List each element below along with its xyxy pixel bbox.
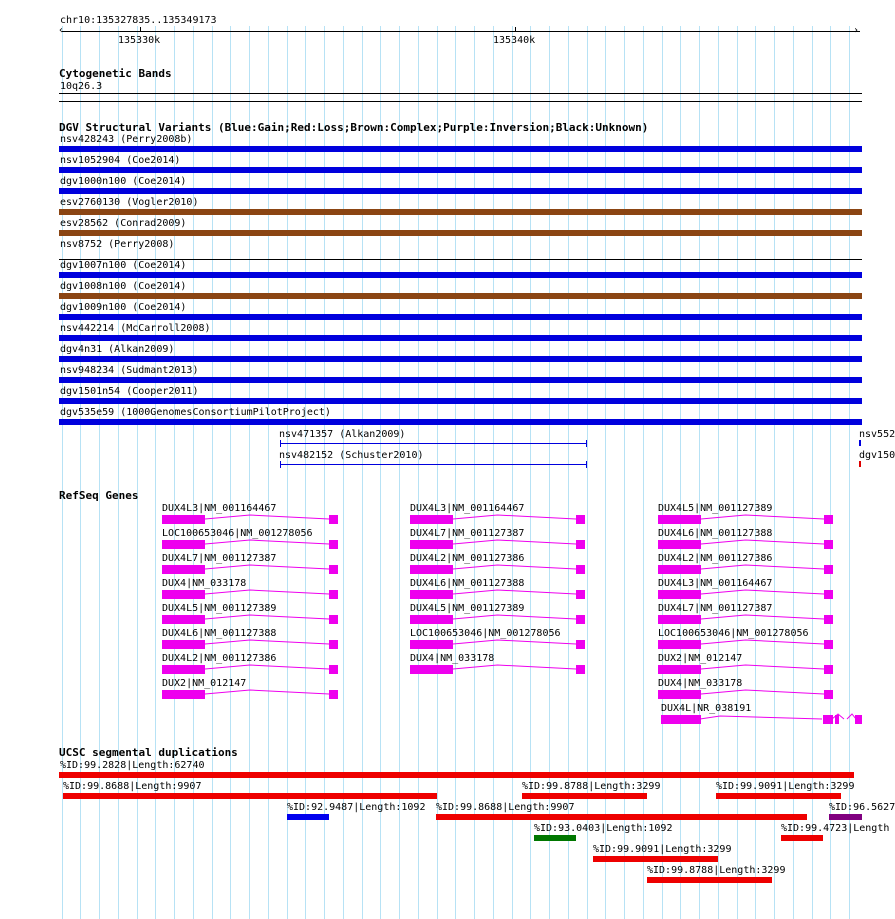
- variant-label: dgv1009n100 (Coe2014): [60, 302, 187, 313]
- segdup-label: %ID:92.9487|Length:1092: [287, 802, 426, 813]
- segdup-bar[interactable]: [59, 772, 854, 778]
- gene-label: DUX4L6|NM_001127388: [658, 528, 773, 539]
- segdup-label: %ID:99.8688|Length:9907: [63, 781, 202, 792]
- gene-label: DUX4L3|NM_001164467: [410, 503, 525, 514]
- segdup-label: %ID:99.8788|Length:3299: [647, 865, 786, 876]
- arrow-left-icon: ‹: [58, 25, 65, 36]
- gene-label: DUX2|NM_012147: [658, 653, 743, 664]
- gene-label: LOC100653046|NM_001278056: [658, 628, 809, 639]
- gene-label: DUX4L2|NM_001127386: [162, 653, 277, 664]
- gene-exon[interactable]: [823, 715, 833, 724]
- gene-label: DUX4|NM_033178: [410, 653, 495, 664]
- arrow-right-icon: ›: [853, 25, 860, 36]
- variant-label: esv28562 (Conrad2009): [60, 218, 187, 229]
- gene-label: DUX2|NM_012147: [162, 678, 247, 689]
- gene-label: LOC100653046|NM_001278056: [162, 528, 313, 539]
- segdup-bar[interactable]: [436, 814, 807, 820]
- variant-label: dgv1501n54 (Cooper2011): [60, 386, 199, 397]
- segdup-bar[interactable]: [829, 814, 862, 820]
- variant-label: nsv471357 (Alkan2009): [279, 429, 406, 440]
- segdup-label: %ID:99.8788|Length:3299: [522, 781, 661, 792]
- segdup-label: %ID:99.8688|Length:9907: [436, 802, 575, 813]
- segdup-label: %ID:99.4723|Length: [781, 823, 890, 834]
- track-title: Cytogenetic Bands: [59, 67, 172, 80]
- variant-label: dgv150: [859, 450, 895, 461]
- gene-exon[interactable]: [661, 715, 701, 724]
- segdup-bar[interactable]: [647, 877, 772, 883]
- segdup-label: %ID:99.9091|Length:3299: [716, 781, 855, 792]
- segdup-bar[interactable]: [534, 835, 576, 841]
- segdup-bar[interactable]: [287, 814, 329, 820]
- gene-label: LOC100653046|NM_001278056: [410, 628, 561, 639]
- track-title: RefSeq Genes: [59, 489, 139, 502]
- ruler-tick-label: 135330k: [118, 35, 161, 46]
- gene-label: DUX4L5|NM_001127389: [410, 603, 525, 614]
- segdup-bar[interactable]: [716, 793, 841, 799]
- gene-label: DUX4|NM_033178: [658, 678, 743, 689]
- variant-label: dgv535e59 (1000GenomesConsortiumPilotProject): [60, 407, 331, 418]
- variant-label: dgv1007n100 (Coe2014): [60, 260, 187, 271]
- variant-label: dgv1000n100 (Coe2014): [60, 176, 187, 187]
- gene-label: DUX4L|NR_038191: [661, 703, 752, 714]
- gene-label: DUX4L6|NM_001127388: [410, 578, 525, 589]
- gene-label: DUX4|NM_033178: [162, 578, 247, 589]
- band-label: 10q26.3: [60, 81, 103, 92]
- segdup-bar[interactable]: [781, 835, 823, 841]
- gene-label: DUX4L7|NM_001127387: [162, 553, 277, 564]
- variant-label: nsv1052904 (Coe2014): [60, 155, 181, 166]
- variant-label: dgv1008n100 (Coe2014): [60, 281, 187, 292]
- gene-label: DUX4L3|NM_001164467: [658, 578, 773, 589]
- gene-label: DUX4L7|NM_001127387: [658, 603, 773, 614]
- gene-intron: [700, 716, 822, 719]
- track-title: UCSC segmental duplications: [59, 746, 238, 759]
- variant-label: dgv4n31 (Alkan2009): [60, 344, 175, 355]
- variant-label: nsv8752 (Perry2008): [60, 239, 175, 250]
- gene-label: DUX4L2|NM_001127386: [410, 553, 525, 564]
- segdup-label: %ID:96.5627: [829, 802, 895, 813]
- segdup-bar[interactable]: [593, 856, 718, 862]
- segdup-label: %ID:99.2828|Length:62740: [60, 760, 205, 771]
- segdup-label: %ID:93.0403|Length:1092: [534, 823, 673, 834]
- variant-label: esv2760130 (Vogler2010): [60, 197, 199, 208]
- variant-label: nsv552: [859, 429, 895, 440]
- track-title: DGV Structural Variants (Blue:Gain;Red:Loss;Brown:Complex;Purple:Inversion;Black:Unknown): [59, 121, 649, 134]
- gene-exon[interactable]: [835, 715, 839, 724]
- gene-exon[interactable]: [855, 715, 862, 724]
- variant-label: nsv428243 (Perry2008b): [60, 134, 193, 145]
- variant-label: nsv442214 (McCarroll2008): [60, 323, 211, 334]
- variant-label: nsv482152 (Schuster2010): [279, 450, 424, 461]
- segdup-label: %ID:99.9091|Length:3299: [593, 844, 732, 855]
- gene-label: DUX4L5|NM_001127389: [658, 503, 773, 514]
- gene-label: DUX4L3|NM_001164467: [162, 503, 277, 514]
- segdup-bar[interactable]: [63, 793, 437, 799]
- gene-label: DUX4L6|NM_001127388: [162, 628, 277, 639]
- gene-label: DUX4L7|NM_001127387: [410, 528, 525, 539]
- position-label: chr10:135327835..135349173: [60, 15, 217, 26]
- variant-label: nsv948234 (Sudmant2013): [60, 365, 199, 376]
- segdup-bar[interactable]: [522, 793, 647, 799]
- gene-label: DUX4L2|NM_001127386: [658, 553, 773, 564]
- gene-label: DUX4L5|NM_001127389: [162, 603, 277, 614]
- ruler-tick-label: 135340k: [493, 35, 536, 46]
